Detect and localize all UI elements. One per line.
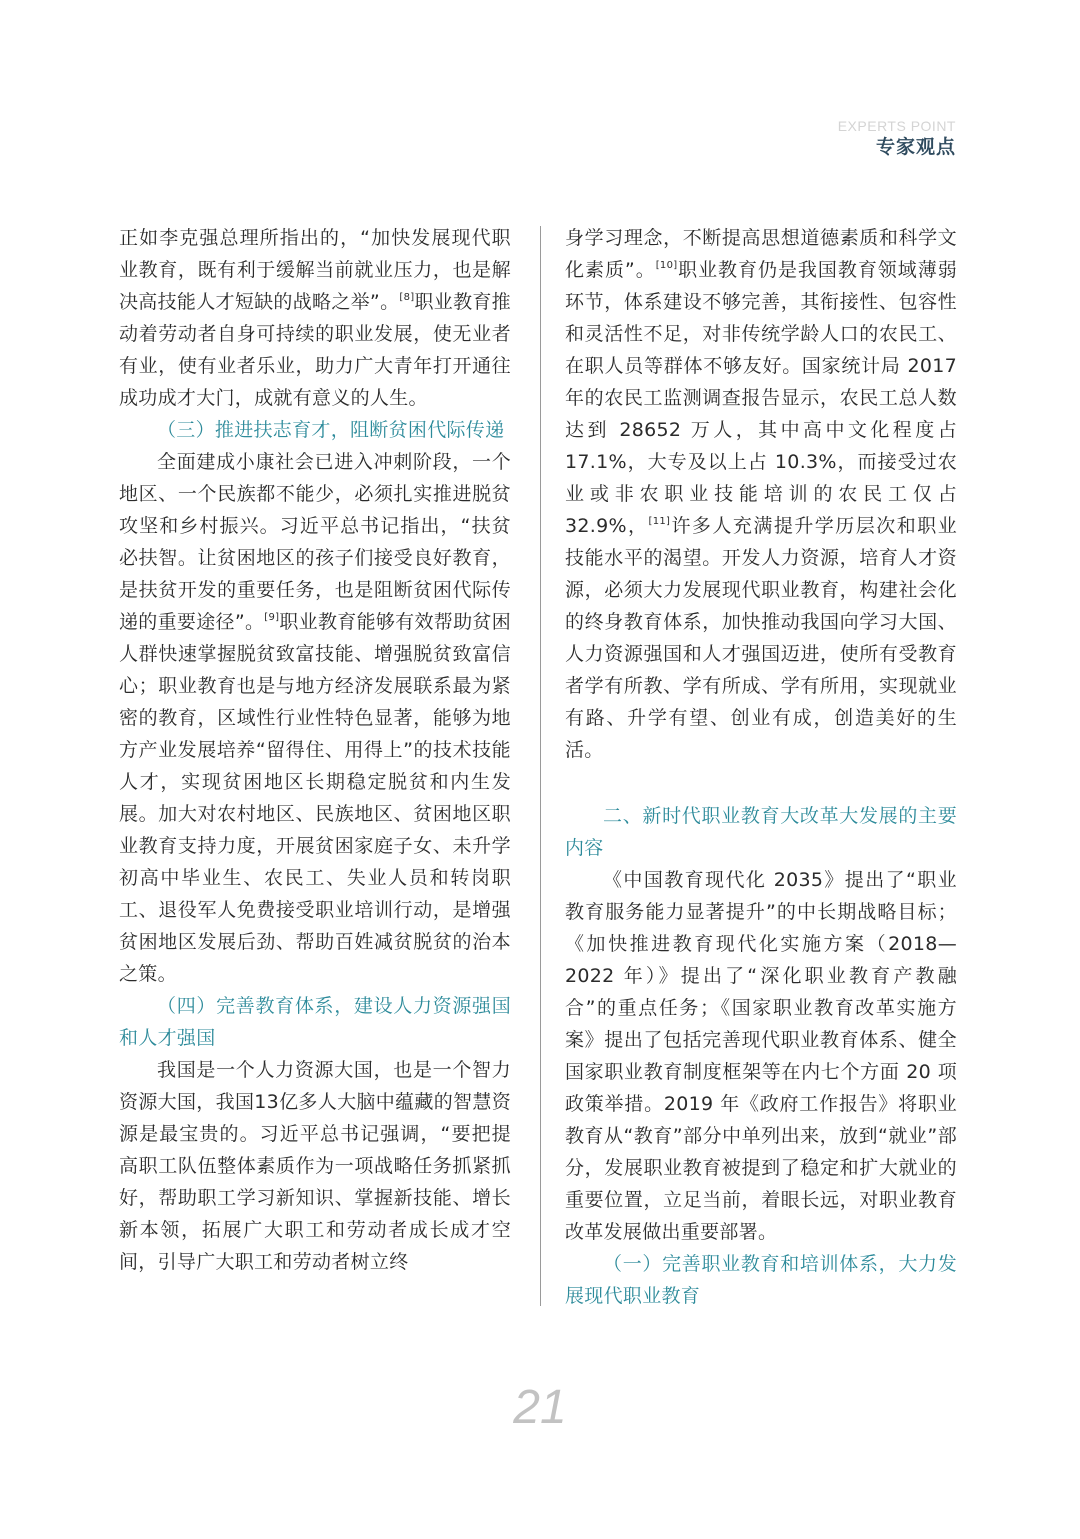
paragraph [565,222,957,766]
citation-ref: [11] [648,516,671,527]
paragraph-text: 全面建成小康社会已进入冲刺阶段，一个地区、一个民族都不能少，必须扎实推进脱贫攻坚和乡村振兴。习近平总书记指出，“扶贫必扶智。让贫困地区的孩子们接受良好教育，是扶贫开发的重要任务，也是阻断贫困代际传递的重要途径”。 [119,451,511,633]
paragraph-text: 身学习理念，不断提高思想道德素质和科学文化素质”。 [565,227,957,281]
left-column [119,222,511,1278]
paragraph: 《中国教育现代化 2035》提出了“职业教育服务能力显著提升”的中长期战略目标；《加快推进教育现代化实施方案（2018—2022 年）》提出了“深化职业教育产教融合”的重点任务；《国家职业教育改革实施方案》提出了包括完善现代职业教育体系、健全国家职业教育制度框架等在内七个方面 20 项政策举措。2019 年《政府工作报告》将职业教育从“教育”部分中单列出来，放到“就业”部分，发展职业教育被提到了稳定和扩大就业的重要位置，立足当前，着眼长远，对职业教育改革发展做出重要部署。 [565,869,957,1243]
section-label-cn: 专家观点 [875,136,956,158]
paragraph-text: 职业教育能够有效帮助贫困人群快速掌握脱贫致富技能、增强脱贫致富信心；职业教育也是与地方经济发展联系最为紧密的教育，区域性行业性特色显著，能够为地方产业发展培养“留得住、用得上”的技术技能人才，实现贫困地区长期稳定脱贫和内生发展。加大对农村地区、民族地区、贫困地区职业教育支持力度，开展贫困家庭子女、未升学初高中毕业生、农民工、失业人员和转岗职工、退役军人免费接受职业培训行动，是增强贫困地区发展后劲、帮助百姓减贫脱贫的治本之策。 [119,611,511,985]
paragraph [119,446,511,990]
citation-ref: [10] [655,260,678,271]
column-divider [540,226,541,1306]
citation-ref: [8] [399,292,415,303]
section-heading-2: 二、新时代职业教育大改革大发展的主要内容 [565,805,957,859]
paragraph-text: 许多人充满提升学历层次和职业技能水平的渴望。开发人力资源，培育人才资源，必须大力发展现代职业教育，构建社会化的终身教育体系，加快推动我国向学习大国、人力资源强国和人才强国迈进，使所有受教育者学有所教、学有所成、学有所用，实现就业有路、升学有望、创业有成，创造美好的生活。 [565,515,957,761]
subsection-heading-1: （一）完善职业教育和培训体系，大力发展现代职业教育 [565,1253,957,1307]
subsection-heading-3: （三）推进扶志育才，阻断贫困代际传递 [157,419,505,441]
section-label-en: EXPERTS POINT [837,118,956,134]
page-number: 21 [513,1381,567,1434]
paragraph-text: 职业教育推动着劳动者自身可持续的职业发展，使无业者有业，使有业者乐业，助力广大青年打开通往成功成才大门，成就有意义的人生。 [119,291,511,409]
paragraph [119,222,511,414]
paragraph-text: 正如李克强总理所指出的，“加快发展现代职业教育，既有利于缓解当前就业压力，也是解决高技能人才短缺的战略之举”。 [119,227,511,313]
paragraph: 我国是一个人力资源大国，也是一个智力资源大国，我国13亿多人大脑中蕴藏的智慧资源是最宝贵的。习近平总书记强调，“要把提高职工队伍整体素质作为一项战略任务抓紧抓好，帮助职工学习新知识、掌握新技能、增长新本领，拓展广大职工和劳动者成长成才空间，引导广大职工和劳动者树立终 [119,1059,511,1273]
subsection-heading-4: （四）完善教育体系，建设人力资源强国和人才强国 [119,995,511,1049]
right-column [565,222,957,1312]
citation-ref: [9] [264,612,280,623]
paragraph-text: 职业教育仍是我国教育领域薄弱环节，体系建设不够完善，其衔接性、包容性和灵活性不足，对非传统学龄人口的农民工、在职人员等群体不够友好。国家统计局 2017 年的农民工监测调查报告显示，农民工总人数达到 28652 万人，其中高中文化程度占 17.1%，大专及以上占 10.3%，而接受过农业或非农职业技能培训的农民工仅占 32.9%， [565,259,958,537]
running-header [838,118,956,160]
